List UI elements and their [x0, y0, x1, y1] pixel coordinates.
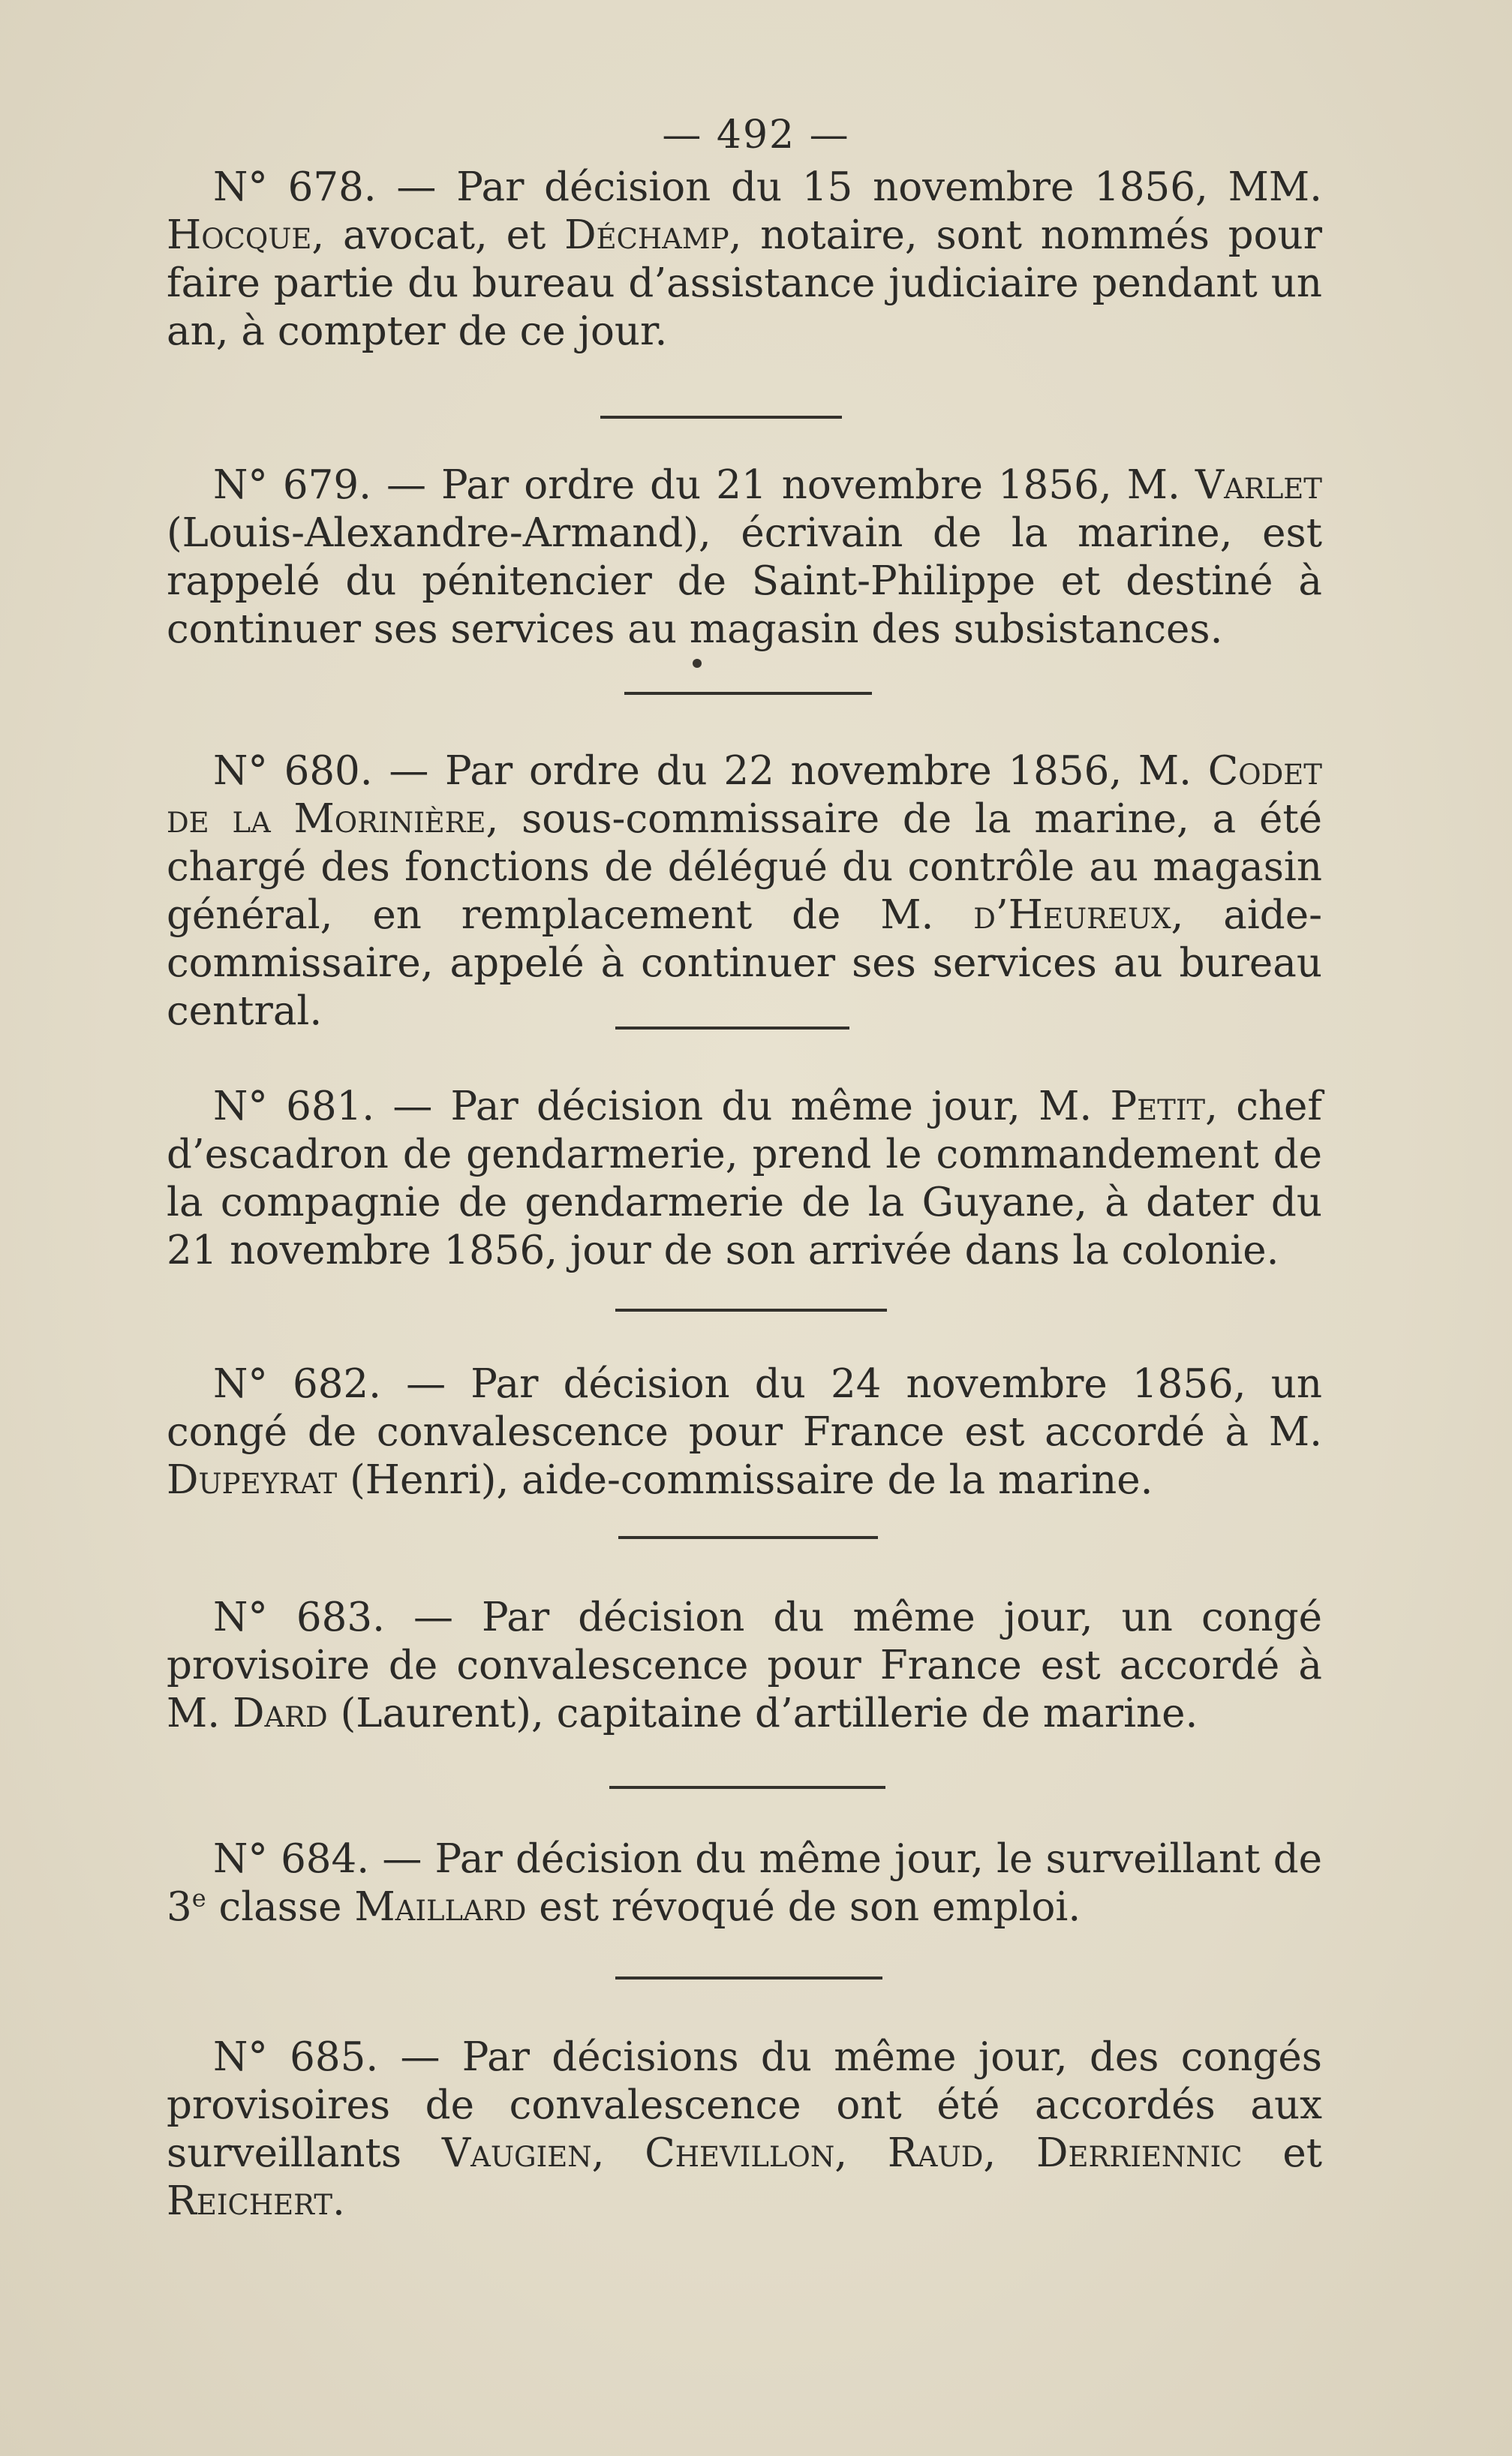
separator-rule	[615, 1977, 882, 1980]
entry-text: (Louis-Alexandre-Armand), écrivain de la marine, est rappelé du pénitencier de Saint-Philippe et destiné à continuer ses services au magasin des subsistances.	[167, 510, 1322, 652]
entry-text: — Par ordre du 22 novembre 1856, M.	[372, 748, 1208, 794]
entry-text: ,	[591, 2130, 645, 2176]
entry-683	[167, 1594, 1322, 1738]
separator-rule	[615, 1309, 887, 1312]
entry-681	[167, 1083, 1322, 1275]
entry-text: , aide-commissaire, appelé à continuer ses services au bureau central.	[167, 892, 1322, 1034]
person-name: Varlet	[1195, 462, 1322, 508]
page-number: — 492 —	[662, 113, 850, 158]
entry-678	[167, 164, 1322, 356]
separator-rule	[624, 692, 872, 695]
entry-text: ,	[983, 2130, 1037, 2176]
separator-rule	[600, 416, 842, 419]
entry-685	[167, 2034, 1322, 2226]
entry-text: et	[1242, 2130, 1322, 2176]
entry-number: N° 682.	[213, 1361, 381, 1407]
entry-680	[167, 747, 1322, 1036]
entry-text: , avocat, et	[311, 212, 565, 258]
person-name: Dupeyrat	[167, 1457, 338, 1503]
ornament-dot	[693, 659, 702, 668]
person-name: Hocque	[167, 212, 312, 258]
entry-text: classe	[206, 1884, 355, 1930]
entry-text: (Henri), aide-commissaire de la marine.	[337, 1457, 1153, 1503]
entry-684	[167, 1835, 1322, 1931]
entry-text: .	[332, 2178, 345, 2224]
person-name: Derriennic	[1036, 2130, 1243, 2176]
separator-rule	[615, 1027, 849, 1030]
person-name: Raud	[887, 2130, 984, 2176]
entry-number: N° 678.	[213, 164, 377, 210]
entry-text: ,	[834, 2130, 888, 2176]
entry-number: N° 679.	[213, 462, 371, 508]
person-name: Vaugien	[441, 2130, 592, 2176]
entry-text: — Par décision du même jour, un congé provisoire de convalescence pour France est accordé à M.	[167, 1595, 1322, 1736]
person-name: Petit	[1110, 1084, 1206, 1129]
separator-rule	[609, 1786, 885, 1789]
person-name: Maillard	[354, 1884, 527, 1930]
entry-text: — Par décision du même jour, le surveillant de 3	[167, 1836, 1322, 1930]
entry-text: est révoqué de son emploi.	[526, 1884, 1081, 1930]
entry-679	[167, 461, 1322, 654]
entry-number: N° 681.	[213, 1084, 375, 1129]
entry-text: , notaire, sont nommés pour faire partie du bureau d’assistance judiciaire pendant un an, à compter de ce jour.	[167, 212, 1322, 354]
person-name: d’Heureux	[973, 892, 1171, 938]
entry-text: — Par décisions du même jour, des congés provisoires de convalescence ont été accordés aux surveillants	[167, 2034, 1322, 2176]
superscript: e	[191, 1883, 206, 1913]
entry-text: — Par décision du même jour, M.	[374, 1084, 1111, 1129]
entry-text: — Par décision du 24 novembre 1856, un congé de convalescence pour France est accordé à M.	[167, 1361, 1322, 1455]
entry-number: N° 680.	[213, 748, 373, 794]
entry-682	[167, 1360, 1322, 1505]
entry-number: N° 685.	[213, 2034, 379, 2080]
person-name: Dard	[232, 1691, 328, 1736]
entry-text: , sous-commissaire de la marine, a été chargé des fonctions de délégué du contrôle au magasin général, en remplacement de M.	[167, 796, 1322, 938]
person-name: Déchamp	[564, 212, 729, 258]
person-name: Codet de la Morinière	[167, 748, 1322, 842]
person-name: Chevillon	[645, 2130, 835, 2176]
separator-rule	[618, 1536, 878, 1539]
entry-number: N° 683.	[213, 1595, 385, 1640]
entry-text: — Par décision du 15 novembre 1856, MM.	[376, 164, 1322, 210]
entry-number: N° 684.	[213, 1836, 370, 1882]
entry-text: — Par ordre du 21 novembre 1856, M.	[371, 462, 1195, 508]
person-name: Reichert	[167, 2178, 333, 2224]
entry-text: (Laurent), capitaine d’artillerie de marine.	[327, 1691, 1198, 1736]
entry-text: , chef d’escadron de gendarmerie, prend le commandement de la compagnie de gendarmerie de la Guyane, à dater du 21 novembre 1856, jour de son arrivée dans la colonie.	[167, 1084, 1322, 1273]
